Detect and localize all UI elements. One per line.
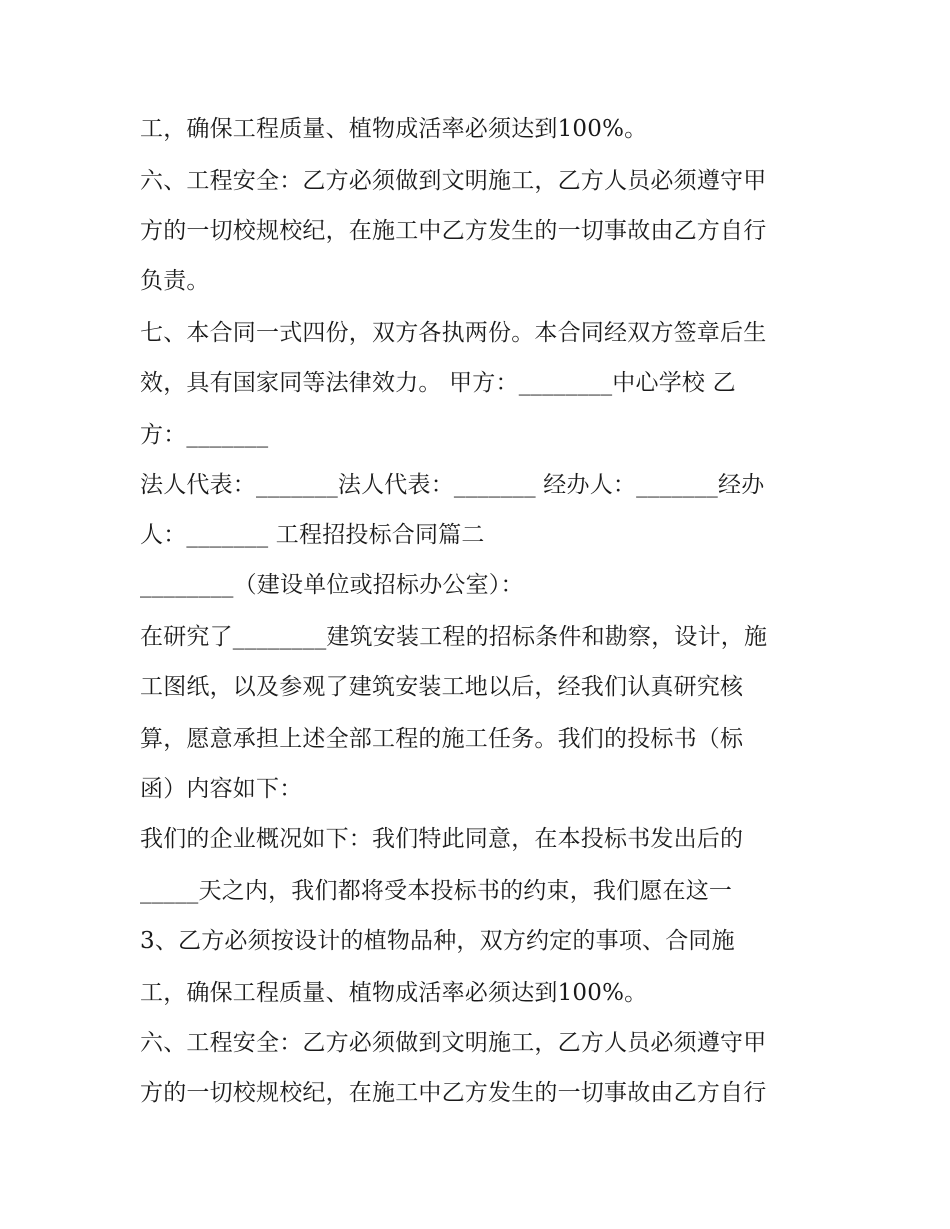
text-line: 方的一切校规校纪，在施工中乙方发生的一切事故由乙方自行: [140, 1080, 767, 1106]
text-line: 方：_______: [140, 422, 269, 448]
text-line: 算，愿意承担上述全部工程的施工任务。我们的投标书（标: [140, 726, 744, 752]
text-line: _____天之内，我们都将受本投标书的约束，我们愿在这一: [140, 878, 733, 904]
text-line: 七、本合同一式四份，双方各执两份。本合同经双方签章后生: [140, 320, 767, 346]
text-line: 人：_______ 工程招投标合同篇二: [140, 522, 485, 548]
text-line: 我们的企业概况如下：我们特此同意，在本投标书发出后的: [140, 826, 744, 852]
text-line: 六、工程安全：乙方必须做到文明施工，乙方人员必须遵守甲: [140, 1030, 767, 1056]
text-line: 工图纸，以及参观了建筑安装工地以后，经我们认真研究核: [140, 674, 744, 700]
text-line: 负责。: [140, 268, 210, 294]
text-line: 工，确保工程质量、植物成活率必须达到100%。: [140, 116, 648, 142]
text-line: 效，具有国家同等法律效力。 甲方：________中心学校 乙: [140, 370, 736, 396]
text-line: 3、乙方必须按设计的植物品种，双方约定的事项、合同施: [140, 928, 735, 954]
text-line: 工，确保工程质量、植物成活率必须达到100%。: [140, 980, 648, 1006]
text-line: 函）内容如下：: [140, 776, 303, 802]
text-line: 法人代表：_______法人代表：_______ 经办人：_______经办: [140, 472, 765, 498]
text-line: 方的一切校规校纪，在施工中乙方发生的一切事故由乙方自行: [140, 218, 767, 244]
text-line: 在研究了________建筑安装工程的招标条件和勘察，设计，施: [140, 624, 768, 650]
text-line: 六、工程安全：乙方必须做到文明施工，乙方人员必须遵守甲: [140, 168, 767, 194]
text-line: ________（建设单位或招标办公室）：: [140, 572, 524, 598]
